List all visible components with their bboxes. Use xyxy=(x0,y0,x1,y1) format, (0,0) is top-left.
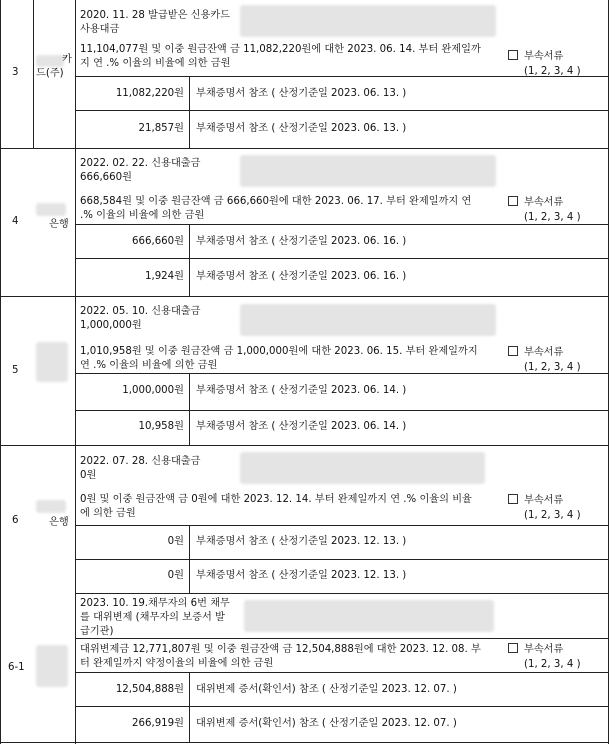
principal-basis: 부채증명서 참조 ( 산정기준일 2023. 06. 16. ) xyxy=(196,236,407,247)
principal-basis: 부채증명서 참조 ( 산정기준일 2023. 06. 14. ) xyxy=(196,385,407,396)
attachments xyxy=(508,494,563,508)
interest-basis: 부채증명서 참조 ( 산정기준일 2023. 06. 13. ) xyxy=(196,123,407,134)
debt-description: 대위변제금 12,771,807원 및 이중 원금잔액 금 12,504,888원에 대한 2023. 12. 08. 부 xyxy=(80,644,481,655)
row-number: 6-1 xyxy=(8,662,25,673)
amount-divider xyxy=(189,373,190,445)
attachment-checkbox[interactable] xyxy=(508,643,518,653)
debt-title: 급기관) xyxy=(80,626,114,637)
table-border-right xyxy=(608,0,609,744)
attachments xyxy=(508,346,563,360)
attachment-checkbox[interactable] xyxy=(508,50,518,60)
attachments xyxy=(508,50,563,64)
attachment-label: 부속서류 xyxy=(524,347,564,358)
column-divider-creditor xyxy=(33,0,34,148)
creditor-name: 은행 xyxy=(49,517,69,528)
row-separator xyxy=(0,148,609,149)
attachment-numbers: (1, 2, 3, 4 ) xyxy=(524,66,581,77)
attachment-numbers: (1, 2, 3, 4 ) xyxy=(524,212,581,223)
amount-divider xyxy=(189,76,190,148)
inner-rule xyxy=(75,258,609,259)
debt-title: 2023. 10. 19.채무자의 6번 채무 xyxy=(80,598,230,609)
inner-rule xyxy=(75,525,609,526)
creditor-name: 드(주) xyxy=(36,68,64,79)
row-separator xyxy=(0,296,609,297)
inner-rule xyxy=(75,672,609,673)
principal-basis: 대위변제 증서(확인서) 참조 ( 산정기준일 2023. 12. 07. ) xyxy=(196,684,457,695)
attachment-label: 부속서류 xyxy=(524,51,564,62)
debt-description: 0원 및 이중 원금잔액 금 0원에 대한 2023. 12. 14. 부터 완제일까지 연 .% 이율의 비율 xyxy=(80,494,472,505)
redacted-detail xyxy=(240,304,496,336)
debt-title: 2022. 05. 10. 신용대출금 xyxy=(80,306,201,317)
row-number: 5 xyxy=(12,365,19,376)
interest-amount: 10,958원 xyxy=(138,421,184,432)
redacted-creditor-name xyxy=(36,55,64,67)
debt-description: 11,104,077원 및 이중 원금잔액 금 11,082,220원에 대한 2023. 06. 14. 부터 완제일까 xyxy=(80,44,481,55)
attachments xyxy=(508,643,563,657)
interest-amount: 21,857원 xyxy=(138,123,184,134)
principal-amount: 11,082,220원 xyxy=(115,88,184,99)
debt-title: 0원 xyxy=(80,470,97,481)
amount-divider xyxy=(189,672,190,743)
attachment-label: 부속서류 xyxy=(524,644,564,655)
row-separator xyxy=(0,445,609,446)
inner-rule xyxy=(75,410,609,411)
inner-rule xyxy=(75,559,609,560)
attachment-checkbox[interactable] xyxy=(508,494,518,504)
principal-basis: 부채증명서 참조 ( 산정기준일 2023. 06. 13. ) xyxy=(196,88,407,99)
inner-rule xyxy=(75,706,609,707)
redacted-creditor-name xyxy=(36,342,68,382)
redacted-creditor-name xyxy=(36,500,66,513)
redacted-detail xyxy=(244,600,494,632)
debt-description: .% 이율의 비율에 의한 금원 xyxy=(80,210,205,221)
interest-basis: 대위변제 증서(확인서) 참조 ( 산정기준일 2023. 12. 07. ) xyxy=(196,718,457,729)
principal-amount: 666,660원 xyxy=(132,236,184,247)
attachment-label: 부속서류 xyxy=(524,495,564,506)
debt-description: 연 .% 이율의 비율에 의한 금원 xyxy=(80,360,218,371)
row-number: 4 xyxy=(12,216,19,227)
attachment-checkbox[interactable] xyxy=(508,346,518,356)
interest-basis: 부채증명서 참조 ( 산정기준일 2023. 12. 13. ) xyxy=(196,570,407,581)
principal-amount: 12,504,888원 xyxy=(115,684,184,695)
amount-divider xyxy=(189,224,190,296)
attachment-numbers: (1, 2, 3, 4 ) xyxy=(524,362,581,373)
table-border-left xyxy=(0,0,1,744)
column-divider-content xyxy=(75,0,76,744)
debt-description: 터 완제일까지 약정이율의 비율에 의한 금원 xyxy=(80,658,274,669)
creditor-name: 카 xyxy=(62,54,72,65)
interest-amount: 266,919원 xyxy=(132,718,184,729)
debt-title: 2022. 07. 28. 신용대출금 xyxy=(80,456,201,467)
principal-amount: 0원 xyxy=(167,536,184,547)
amount-divider xyxy=(189,525,190,593)
row-number: 6 xyxy=(12,515,19,526)
debt-description: 지 연 .% 이율의 비율에 의한 금원 xyxy=(80,58,231,69)
debt-title: 사용대금 xyxy=(80,24,120,35)
redacted-creditor-name xyxy=(36,203,66,216)
attachment-numbers: (1, 2, 3, 4 ) xyxy=(524,659,581,670)
redacted-detail xyxy=(240,5,496,37)
inner-rule xyxy=(75,638,609,639)
debt-description: 1,010,958원 및 이중 원금잔액 금 1,000,000원에 대한 2023. 06. 15. 부터 완제일까지 xyxy=(80,346,478,357)
attachment-label: 부속서류 xyxy=(524,197,564,208)
interest-basis: 부채증명서 참조 ( 산정기준일 2023. 06. 14. ) xyxy=(196,421,407,432)
interest-amount: 1,924원 xyxy=(144,271,184,282)
principal-amount: 1,000,000원 xyxy=(122,385,184,396)
debt-title: 666,660원 xyxy=(80,172,132,183)
inner-rule xyxy=(75,110,609,111)
creditor-name: 은행 xyxy=(49,219,69,230)
principal-basis: 부채증명서 참조 ( 산정기준일 2023. 12. 13. ) xyxy=(196,536,407,547)
attachment-numbers: (1, 2, 3, 4 ) xyxy=(524,510,581,521)
interest-basis: 부채증명서 참조 ( 산정기준일 2023. 06. 16. ) xyxy=(196,271,407,282)
debt-description: 668,584원 및 이중 원금잔액 금 666,660원에 대한 2023. 06. 17. 부터 완제일까지 연 xyxy=(80,196,472,207)
debt-title: 2022. 02. 22. 신용대출금 xyxy=(80,158,201,169)
redacted-creditor-name xyxy=(36,645,68,687)
debt-description: 에 의한 금원 xyxy=(80,508,136,519)
debt-title: 를 대위변제 (채무자의 보증서 발 xyxy=(80,612,225,623)
attachments xyxy=(508,196,563,210)
debt-title: 1,000,000원 xyxy=(80,320,142,331)
row-number: 3 xyxy=(12,67,19,78)
redacted-detail xyxy=(240,155,496,187)
redacted-detail xyxy=(240,452,485,484)
inner-rule xyxy=(75,593,609,594)
attachment-checkbox[interactable] xyxy=(508,196,518,206)
table-border-bottom xyxy=(0,742,609,743)
interest-amount: 0원 xyxy=(167,570,184,581)
debt-title: 2020. 11. 28 발급받은 신용카드 xyxy=(80,10,231,21)
